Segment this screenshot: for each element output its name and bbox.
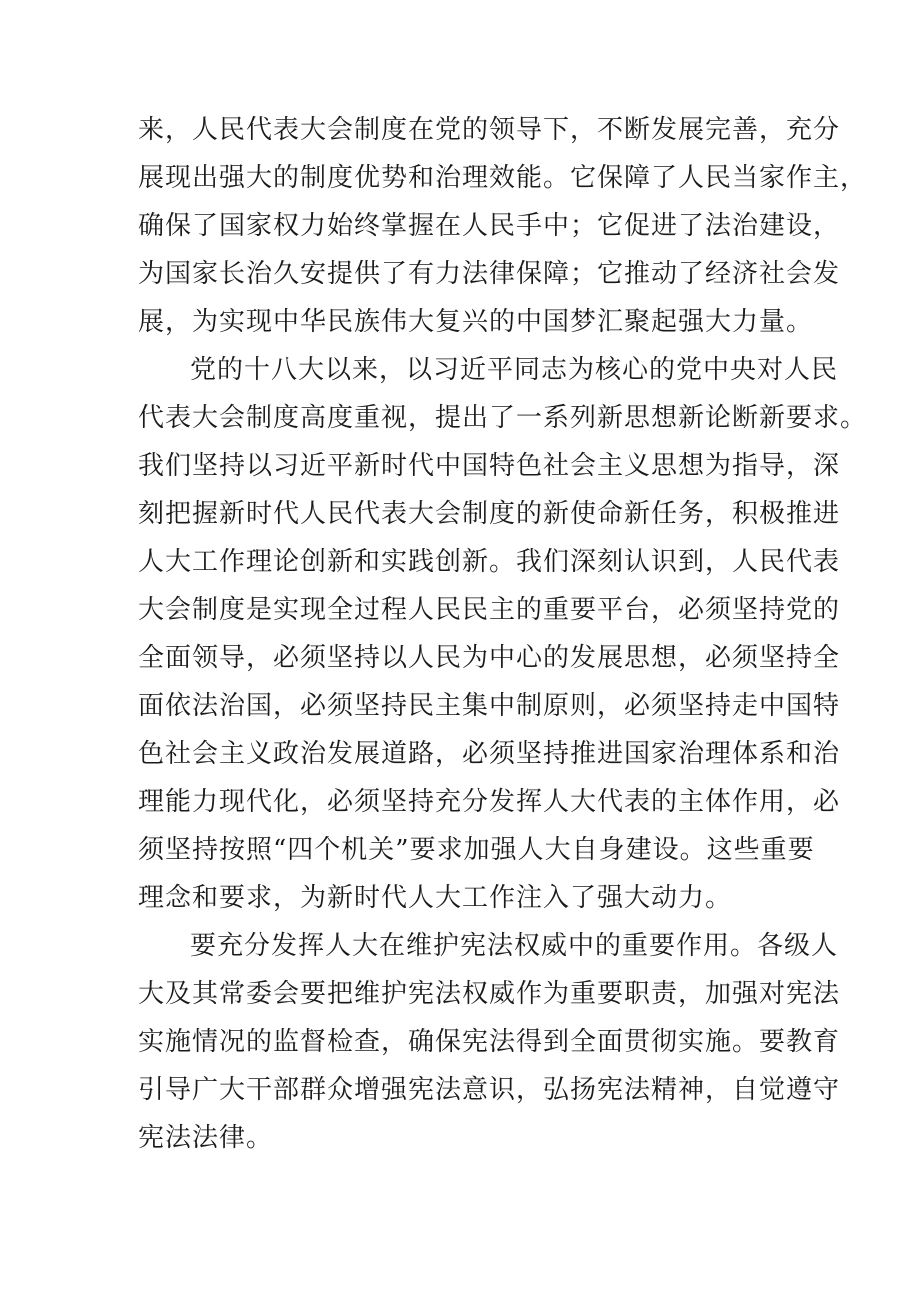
text-line: 代表大会制度高度重视，提出了一系列新思想新论断新要求。 [138,403,868,433]
text-line: 确保了国家权力始终掌握在人民手中；它促进了法治建设， [138,211,841,241]
text-line: 须坚持按照“四个机关”要求加强人大自身建设。这些重要 [138,835,815,865]
text-line: 党的十八大以来，以习近平同志为核心的党中央对人民 [190,355,839,385]
text-line: 色社会主义政治发展道路，必须坚持推进国家治理体系和治 [138,739,841,769]
text-line: 展现出强大的制度优势和治理效能。它保障了人民当家作主， [138,163,868,193]
text-line: 宪法法律。 [138,1123,274,1153]
text-line: 理能力现代化，必须坚持充分发挥人大代表的主体作用，必 [138,787,841,817]
text-line: 刻把握新时代人民代表大会制度的新使命新任务，积极推进 [138,499,841,529]
text-line: 来，人民代表大会制度在党的领导下，不断发展完善，充分 [138,115,841,145]
text-line: 要充分发挥人大在维护宪法权威中的重要作用。各级人 [190,931,839,961]
text-line: 大及其常委会要把维护宪法权威作为重要职责，加强对宪法 [138,979,841,1009]
text-line: 面依法治国，必须坚持民主集中制原则，必须坚持走中国特 [138,691,841,721]
text-line: 全面领导，必须坚持以人民为中心的发展思想，必须坚持全 [138,643,841,673]
text-line: 大会制度是实现全过程人民民主的重要平台，必须坚持党的 [138,595,841,625]
text-line: 为国家长治久安提供了有力法律保障；它推动了经济社会发 [138,259,841,289]
text-line: 实施情况的监督检查，确保宪法得到全面贯彻实施。要教育 [138,1027,841,1057]
text-line: 引导广大干部群众增强宪法意识，弘扬宪法精神，自觉遵守 [138,1075,841,1105]
body-text [138,106,868,1162]
text-line: 人大工作理论创新和实践创新。我们深刻认识到，人民代表 [138,547,841,577]
text-line: 理念和要求，为新时代人大工作注入了强大动力。 [138,883,733,913]
text-line: 我们坚持以习近平新时代中国特色社会主义思想为指导，深 [138,451,841,481]
text-line: 展，为实现中华民族伟大复兴的中国梦汇聚起强大力量。 [138,307,814,337]
